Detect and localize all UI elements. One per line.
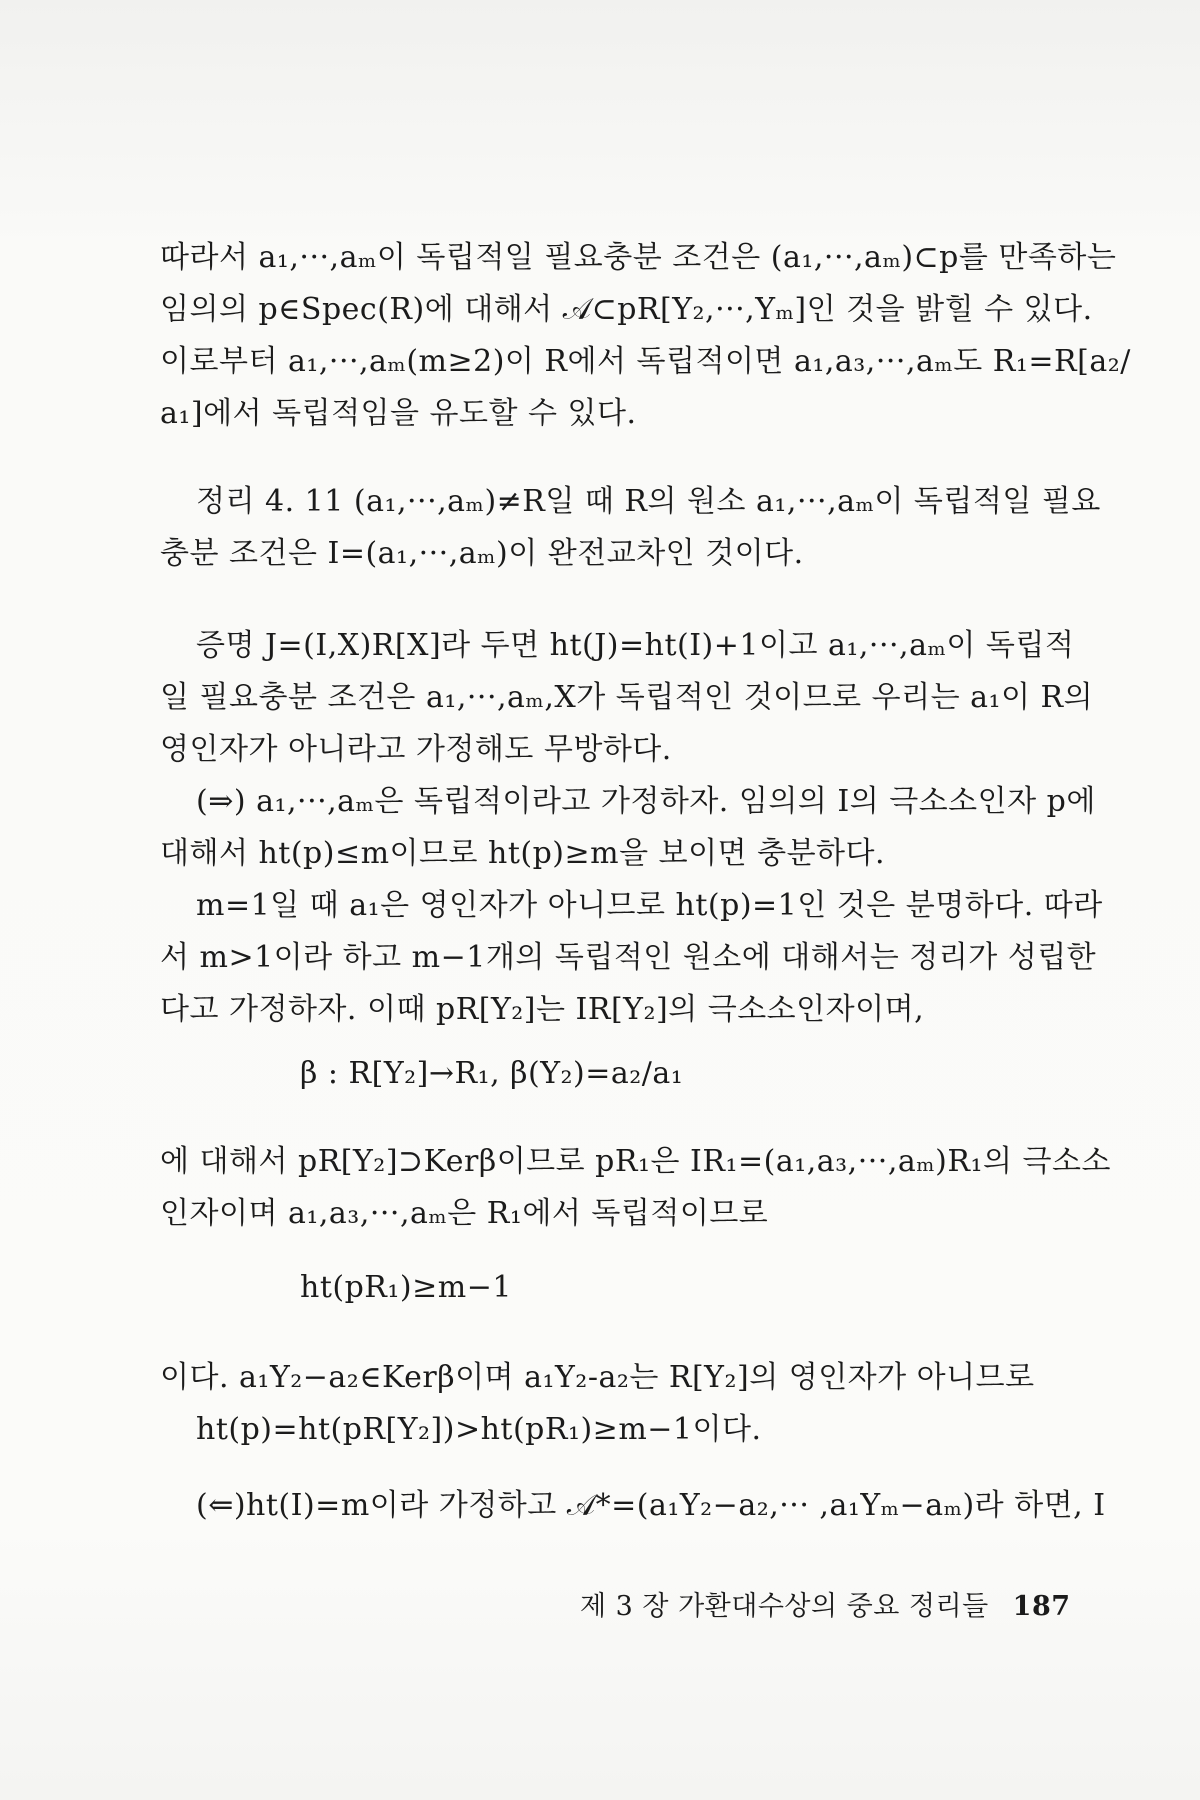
proof-line: 다고 가정하자. 이때 pR[Y₂]는 IR[Y₂]의 극소소인자이며, bbox=[160, 992, 925, 1027]
theorem-statement-line: 충분 조건은 I=(a₁,···,aₘ)이 완전교차인 것이다. bbox=[160, 536, 804, 571]
proof-continued bbox=[160, 1136, 1111, 1240]
page-number: 187 bbox=[1012, 1591, 1071, 1622]
proof-line: 일 필요충분 조건은 a₁,···,aₘ,X가 독립적인 것이므로 우리는 a₁이 R의 bbox=[160, 680, 1094, 715]
theorem-4-11 bbox=[160, 476, 1101, 580]
formula-beta bbox=[160, 1048, 1040, 1100]
proof-line: 이다. a₁Y₂−a₂∈Kerβ이며 a₁Y₂-a₂는 R[Y₂]의 영인자가 아니므로 bbox=[160, 1360, 1035, 1395]
proof-conclusion bbox=[160, 1352, 1040, 1456]
proof-line: 대해서 ht(p)≤m이므로 ht(p)≥m을 보이면 충분하다. bbox=[160, 836, 886, 871]
proof-line: (⇐)ht(I)=m이라 가정하고 𝒜*=(a₁Y₂−a₂,··· ,a₁Yₘ−aₘ)라 하면, I bbox=[196, 1488, 1106, 1523]
formula-height bbox=[160, 1262, 1040, 1314]
chapter-title: 제 3 장 가환대수상의 중요 정리들 bbox=[580, 1591, 989, 1622]
text-line: 따라서 a₁,···,aₘ이 독립적일 필요충분 조건은 (a₁,···,aₘ)⊂p를 만족하는 bbox=[160, 240, 1117, 275]
theorem-statement-line: 정리 4. 11 (a₁,···,aₘ)≠R일 때 R의 원소 a₁,···,aₘ이 독립적일 필요 bbox=[196, 484, 1101, 519]
proof-line: 서 m>1이라 하고 m−1개의 독립적인 원소에 대해서는 정리가 성립한 bbox=[160, 940, 1097, 975]
display-formula: β : R[Y₂]→R₁, β(Y₂)=a₂/a₁ bbox=[300, 1056, 684, 1091]
proof-line: ht(p)=ht(pR[Y₂])>ht(pR₁)≥m−1이다. bbox=[196, 1412, 762, 1447]
text-line: a₁]에서 독립적임을 유도할 수 있다. bbox=[160, 396, 637, 431]
proof-line: 인자이며 a₁,a₃,···,aₘ은 R₁에서 독립적이므로 bbox=[160, 1196, 769, 1231]
proof-converse bbox=[160, 1480, 1106, 1532]
display-formula: ht(pR₁)≥m−1 bbox=[300, 1270, 512, 1305]
text-line: 이로부터 a₁,···,aₘ(m≥2)이 R에서 독립적이면 a₁,a₃,···,aₘ도 R₁=R[a₂/ bbox=[160, 344, 1131, 379]
text-line: 임의의 p∈Spec(R)에 대해서 𝒜⊂pR[Y₂,···,Yₘ]인 것을 밝힐 수 있다. bbox=[160, 292, 1093, 327]
proof-line: 영인자가 아니라고 가정해도 무방하다. bbox=[160, 732, 672, 767]
proof-line: (⇒) a₁,···,aₘ은 독립적이라고 가정하자. 임의의 I의 극소소인자 p에 bbox=[196, 784, 1096, 819]
proof-line: 에 대해서 pR[Y₂]⊃Kerβ이므로 pR₁은 IR₁=(a₁,a₃,···,aₘ)R₁의 극소소 bbox=[160, 1144, 1111, 1179]
proof-line: m=1일 때 a₁은 영인자가 아니므로 ht(p)=1인 것은 분명하다. 따라 bbox=[196, 888, 1103, 923]
paragraph-intro bbox=[160, 232, 1131, 440]
page-footer bbox=[580, 1584, 1071, 1623]
proof-line: 증명 J=(I,X)R[X]라 두면 ht(J)=ht(I)+1이고 a₁,···,aₘ이 독립적 bbox=[196, 628, 1075, 663]
proof-section bbox=[160, 620, 1103, 1036]
